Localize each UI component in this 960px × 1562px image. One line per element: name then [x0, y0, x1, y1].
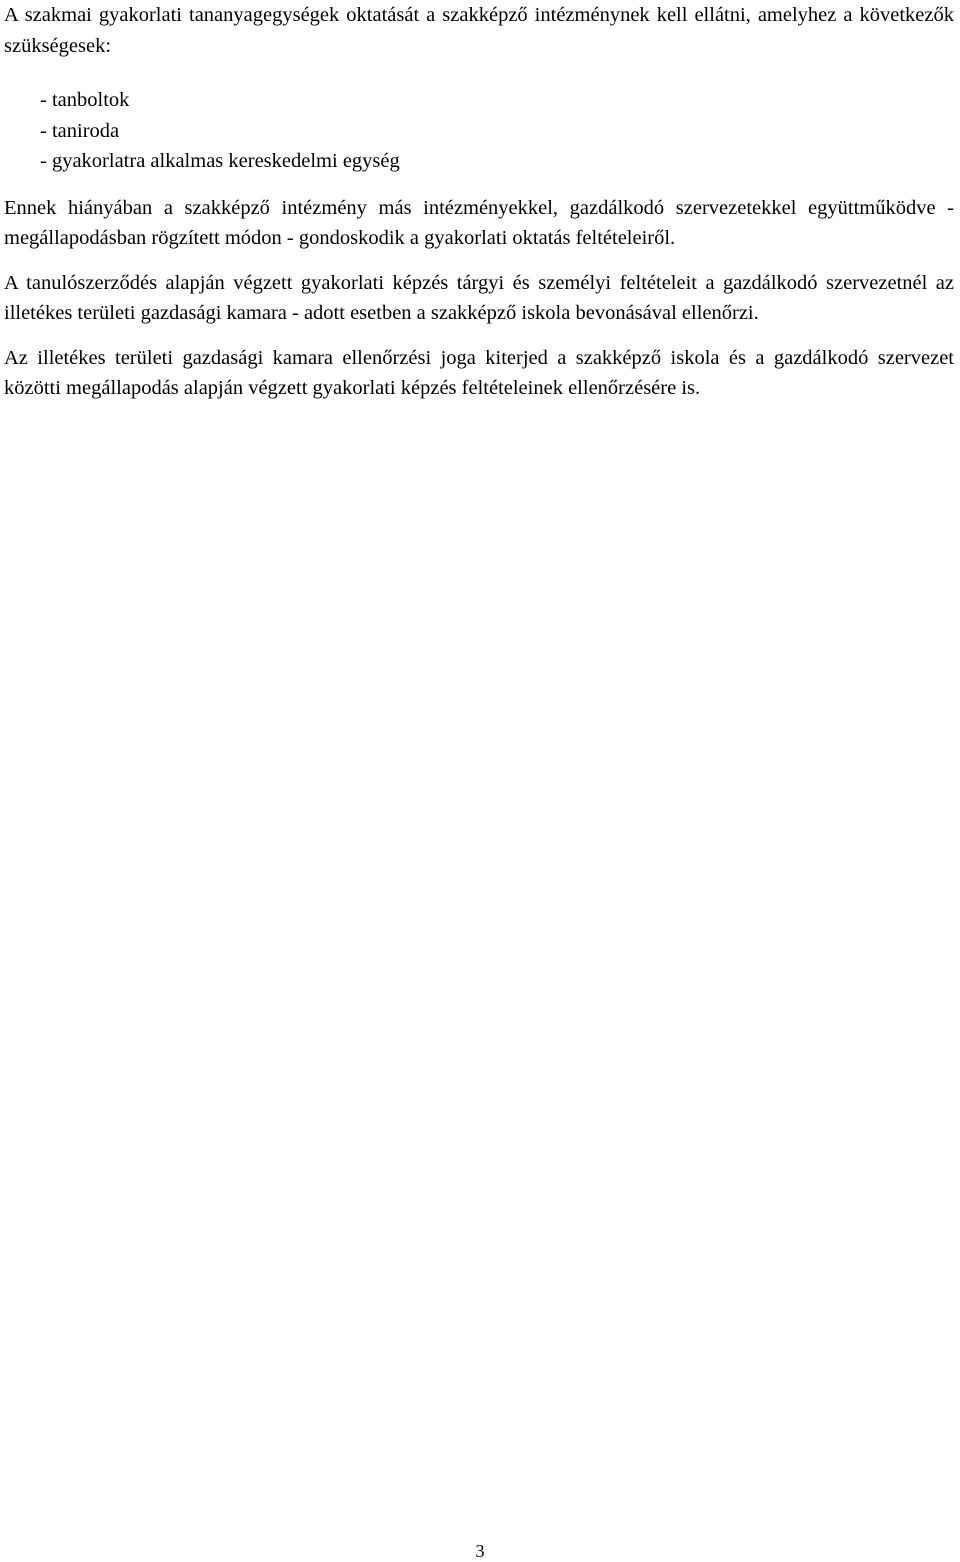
- paragraph-apprenticeship-contract: A tanulószerződés alapján végzett gyakorlati képzés tárgyi és személyi feltételeit a gazdálkodó szervezetnél az illetékes területi gazdasági kamara - adott esetben a szakképző iskola bevonásával ellenőrzi.: [4, 271, 954, 324]
- list-item: - taniroda: [40, 119, 120, 142]
- intro-paragraph: A szakmai gyakorlati tananyagegységek oktatását a szakképző intézménynek kell ellátni, amelyhez a következők szükségesek:: [4, 4, 954, 57]
- document-page: [4, 0, 954, 404]
- paragraph-chamber-control: Az illetékes területi gazdasági kamara ellenőrzési joga kiterjed a szakképző iskola és a gazdálkodó szervezet közötti megállapodás alapján végzett gyakorlati képzés feltételeinek ellenőrzésére is.: [4, 346, 954, 399]
- list-item: - gyakorlatra alkalmas kereskedelmi egység: [40, 150, 400, 172]
- paragraph-cooperation: Ennek hiányában a szakképző intézmény más intézményekkel, gazdálkodó szervezetekkel együttműködve - megállapodásban rögzített módon - gondoskodik a gyakorlati oktatás feltételeiről.: [4, 196, 954, 249]
- requirements-list: [40, 85, 954, 177]
- list-item: - tanboltok: [40, 89, 130, 111]
- page-number: 3: [475, 1541, 485, 1561]
